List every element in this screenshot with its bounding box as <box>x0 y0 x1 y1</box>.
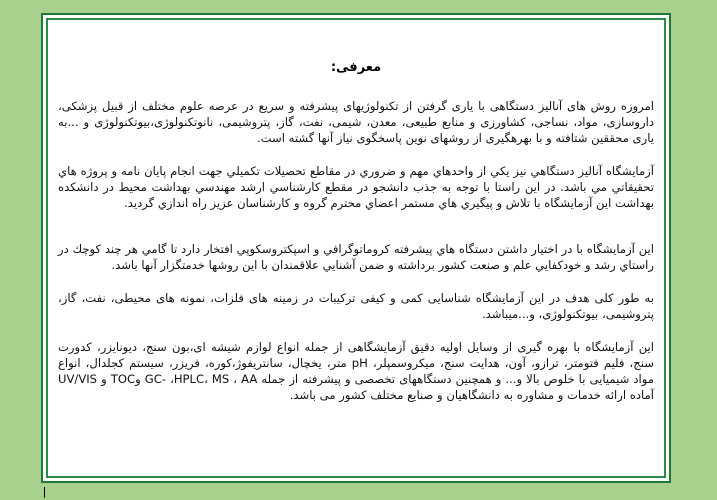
paragraph-lab-equipment: اين آزمايشگاه با در اختيار داشتن دستگاه هاي پيشرفته كروماتوگرافي و اسپكتروسكوپي افتخار دارد تا گامي هر چند كوچك در راستاي رشد و خودكفايي علم و صنعت كشور برداشته و ضمن آشنايي علاقمندان با اين روشها خدمتگزار آنها باشد. <box>58 242 654 272</box>
paragraph-lab-founding: آزمايشگاه آناليز دستگاهي نيز يكي از واحدهاي مهم و ضروري در مقاطع تحصيلات تكميلي جهت انجام پايان نامه و پروژه هاي تحقيقاتي مي باشد. در اين راستا با توجه به جذب دانشجو در مقطع كارشناسي ارشد مهندسي بهداشت محيط در دانشكده بهداشت اين آزمايشگاه با تلاش و پيگيري هاي مستمر اعضاي محترم گروه و كارشناسان عزيز راه اندازي گرديد. <box>58 164 654 210</box>
paragraph-intro: امروزه روش های آنالیز دستگاهی با یاری گرفتن از تکنولوژیهای پیشرفته و سریع در عرصه علوم مختلف از قبیل پزشکی، داروسازی، مواد، نساجی، کشاورزی و منابع طبیعی، معدن، شیمی، نفت، گاز، پتروشیمی، نانوتکنولوژی،بیوتکنولوژی و ...به یاری محققین شتافته و با بهرهگیری از روشهای نوین پاسخگوی نیاز آنها گشته است. <box>58 99 654 145</box>
outer-frame <box>41 13 671 483</box>
page-heading: معرفی: <box>330 60 382 75</box>
paragraph-lab-goal: به طور كلی هدف در اين آزمايشگاه شناسايی كمی و كيفی تركيبات در زمينه های فلزات، نمونه های محيطی، نفت، گاز، پتروشيمی، بيوتكنولوژی، و...ميباشد. <box>58 291 654 321</box>
article-body <box>58 98 654 420</box>
inner-frame <box>46 18 666 478</box>
paragraph-lab-services: این آزمایشگاه با بهره گیری از وسایل اولیه دقیق آزمایشگاهی از جمله انواع لوازم شیشه ای،بون سنج، دیونایزر، کدورت سنج، فلیم فتومتر، ترازو، آون، هدایت سنج، میکروسمپلر، pH متر، یخچال، سانتریفوژ،کوره، فریزر، سیستم کجلدال، انواع مواد شیمیایی با خلوص بالا و... و همچنین دستگاههای تخصصی و پیشرفته از جمله GC- ،HPLC، MS ، AA وTOC و UV/VIS آماده ارائه خدمات و مشاوره به دانشگاهیان و صنایع مختلف کشور می باشد. <box>58 340 654 402</box>
text-cursor <box>44 487 45 498</box>
